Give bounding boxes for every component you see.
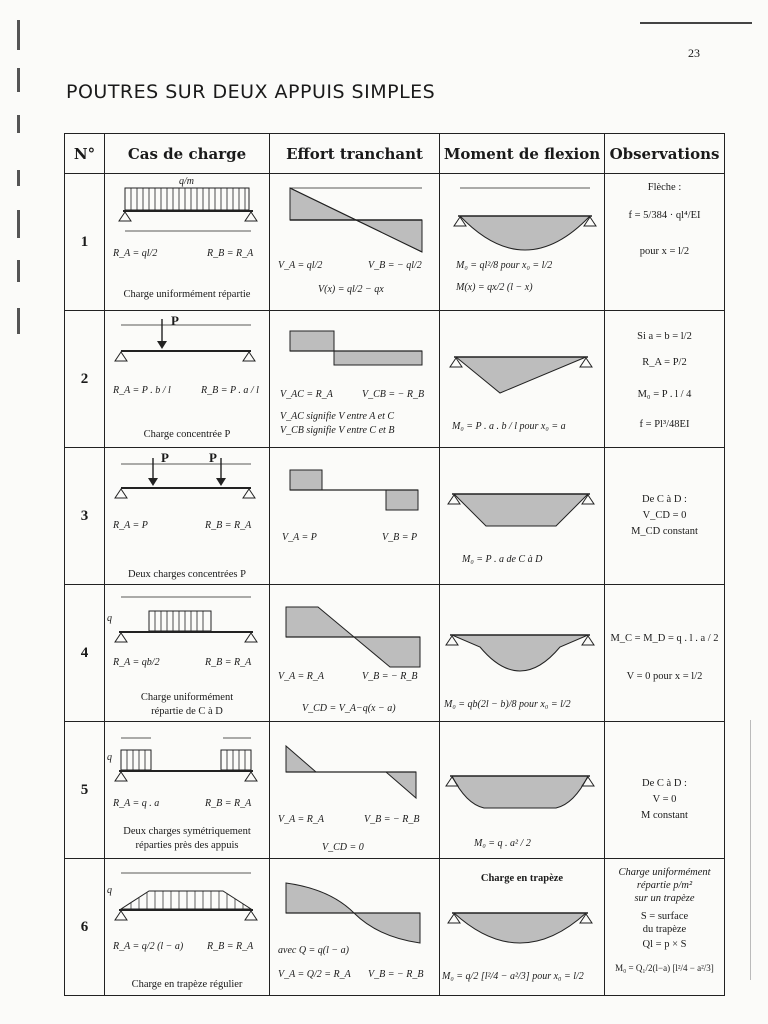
shear-formula: V_A = Q/2 = R_A — [278, 969, 351, 980]
observation-line: De C à D : — [642, 778, 687, 789]
beam-diagram — [105, 859, 270, 996]
load-caption: réparties près des appuis — [135, 840, 239, 851]
load-label: q — [107, 885, 112, 896]
observation-line: V = 0 pour x = l/2 — [626, 671, 703, 682]
load-label: P — [209, 450, 217, 465]
load-case-cell — [105, 585, 270, 722]
load-caption: Charge concentrée P — [143, 429, 231, 440]
moment-formula: M₀ = ql²/8 pour x₀ = l/2 — [456, 260, 553, 271]
load-case-cell — [105, 448, 270, 585]
row-number: 2 — [65, 311, 105, 448]
observation-line: f = Pl³/48EI — [639, 419, 690, 430]
shear-formula: V_B = − R_B — [368, 969, 424, 980]
reaction-a: R_A = ql/2 — [113, 248, 158, 259]
load-caption: Charge uniformément répartie — [123, 289, 251, 300]
reaction-a: R_A = P — [113, 520, 148, 531]
load-label: q — [107, 613, 112, 624]
observation-line: De C à D : — [642, 494, 687, 505]
margin-mark — [17, 260, 20, 282]
margin-mark — [17, 20, 20, 50]
beam-diagram — [105, 722, 270, 859]
observations-cell — [605, 859, 725, 996]
load-case-cell — [105, 311, 270, 448]
observation-line: Si a = b = l/2 — [637, 331, 692, 342]
observations-cell — [605, 174, 725, 311]
observation-line: Ql = p × S — [642, 939, 687, 950]
moment-formula: M(x) = qx/2 (l − x) — [456, 282, 533, 293]
moment-cell — [440, 859, 605, 996]
margin-mark — [17, 170, 20, 186]
reaction-a: R_A = q/2 (l − a) — [113, 941, 184, 952]
row-number: 5 — [65, 722, 105, 859]
table-header-row — [65, 134, 725, 174]
reaction-a: R_A = q . a — [113, 798, 160, 809]
observation-line: M constant — [641, 810, 688, 821]
load-label: P — [171, 313, 179, 328]
shear-formula: V_CD = 0 — [322, 842, 364, 853]
beam-table — [64, 133, 725, 996]
shear-cell — [270, 311, 440, 448]
moment-formula: M₀ = q . a² / 2 — [474, 838, 531, 849]
observation-line: répartie p/m² — [636, 880, 693, 891]
load-case-cell — [105, 859, 270, 996]
reaction-b: R_B = P . a / l — [201, 385, 259, 396]
moment-cell — [440, 311, 605, 448]
load-label: q — [107, 752, 112, 763]
page-number: 23 — [688, 46, 700, 60]
moment-cell — [440, 448, 605, 585]
reaction-b: R_B = R_A — [207, 941, 254, 952]
top-rule — [640, 22, 752, 24]
observations-cell — [605, 722, 725, 859]
margin-mark — [17, 115, 20, 133]
load-label: P — [161, 450, 169, 465]
observation-line: f = 5/384 · ql⁴/EI — [628, 210, 701, 221]
shear-cell — [270, 174, 440, 311]
shear-formula: V_A = ql/2 — [278, 260, 323, 271]
shear-formula: V_B = − R_B — [362, 671, 418, 682]
observation-line: V_CD = 0 — [642, 510, 687, 521]
reaction-b: R_B = R_A — [205, 520, 252, 531]
load-caption: Deux charges concentrées P — [128, 569, 246, 580]
table-row — [65, 311, 725, 448]
header-observations: Observations — [605, 134, 725, 174]
shear-formula: V_A = R_A — [278, 671, 325, 682]
shear-formula: V_CB signifie V entre C et B — [280, 425, 395, 436]
header-number: N° — [65, 134, 105, 174]
side-rule — [750, 720, 751, 980]
moment-formula: M₀ = qb(2l − b)/8 pour x₀ = l/2 — [444, 699, 571, 710]
margin-mark — [17, 210, 20, 238]
header-moment: Moment de flexion — [440, 134, 605, 174]
table-row — [65, 585, 725, 722]
shear-diagram — [270, 585, 440, 722]
shear-formula: V_AC = R_A — [280, 389, 333, 400]
shear-formula: V(x) = ql/2 − qx — [318, 284, 384, 295]
beam-diagram — [105, 448, 270, 585]
observation-line: R_A = P/2 — [642, 357, 687, 368]
observation-line: du trapèze — [642, 924, 687, 935]
observations-cell — [605, 311, 725, 448]
row-number: 6 — [65, 859, 105, 996]
shear-diagram — [270, 448, 440, 585]
reaction-b: R_B = R_A — [207, 248, 254, 259]
row-number: 4 — [65, 585, 105, 722]
table-row — [65, 448, 725, 585]
table-row — [65, 722, 725, 859]
reaction-b: R_B = R_A — [205, 798, 252, 809]
row-number: 3 — [65, 448, 105, 585]
shear-formula: avec Q = q(l − a) — [278, 945, 349, 956]
shear-formula: V_B = P — [382, 532, 418, 543]
shear-formula: V_CD = V_A−q(x − a) — [302, 703, 396, 714]
observation-line: M₀ = Q₁/2(l−a) [l²/4 − a²/3] — [615, 963, 714, 973]
shear-cell — [270, 585, 440, 722]
observation-line: Flèche : — [647, 182, 682, 193]
beam-diagram — [105, 311, 270, 448]
shear-formula: V_A = R_A — [278, 814, 325, 825]
observation-line: Charge uniformément — [618, 867, 711, 878]
observation-line: V = 0 — [652, 794, 677, 805]
shear-formula: V_CB = − R_B — [362, 389, 425, 400]
moment-cell — [440, 585, 605, 722]
observation-line: M_C = M_D = q . l . a / 2 — [610, 633, 719, 644]
observation-line: pour x = l/2 — [639, 246, 690, 257]
row-number: 1 — [65, 174, 105, 311]
shear-formula: V_A = P — [282, 532, 317, 543]
load-case-cell — [105, 722, 270, 859]
load-caption: Charge en trapèze régulier — [131, 979, 243, 990]
shear-cell — [270, 722, 440, 859]
observation-line: S = surface — [640, 911, 689, 922]
load-case-cell — [105, 174, 270, 311]
moment-cell — [440, 174, 605, 311]
observation-line: M_CD constant — [631, 526, 698, 537]
shear-formula: V_B = − R_B — [364, 814, 420, 825]
moment-formula: M₀ = P . a de C à D — [462, 554, 543, 565]
moment-title: Charge en trapèze — [480, 873, 564, 884]
load-label: q/m — [179, 176, 194, 187]
moment-formula: M₀ = q/2 [l²/4 − a²/3] pour x₀ = l/2 — [442, 971, 584, 982]
load-caption: Charge uniformément — [140, 692, 234, 703]
observations-cell — [605, 448, 725, 585]
shear-formula: V_AC signifie V entre A et C — [280, 411, 395, 422]
page-title: POUTRES SUR DEUX APPUIS SIMPLES — [66, 81, 436, 103]
load-caption: Deux charges symétriquement — [123, 826, 251, 837]
table-row — [65, 174, 725, 311]
moment-formula: M₀ = P . a . b / l pour x₀ = a — [452, 421, 566, 432]
shear-cell — [270, 859, 440, 996]
shear-cell — [270, 448, 440, 585]
reaction-b: R_B = R_A — [205, 657, 252, 668]
observation-line: sur un trapèze — [634, 893, 695, 904]
table-row — [65, 859, 725, 996]
margin-mark — [17, 68, 20, 92]
shear-diagram — [270, 722, 440, 859]
header-load-case: Cas de charge — [105, 134, 270, 174]
observations-cell — [605, 585, 725, 722]
margin-mark — [17, 308, 20, 334]
load-caption: répartie de C à D — [151, 706, 223, 717]
shear-formula: V_B = − ql/2 — [368, 260, 422, 271]
reaction-a: R_A = qb/2 — [113, 657, 160, 668]
header-shear: Effort tranchant — [270, 134, 440, 174]
moment-cell — [440, 722, 605, 859]
reaction-a: R_A = P . b / l — [113, 385, 171, 396]
observation-line: M₀ = P . l / 4 — [637, 389, 692, 400]
